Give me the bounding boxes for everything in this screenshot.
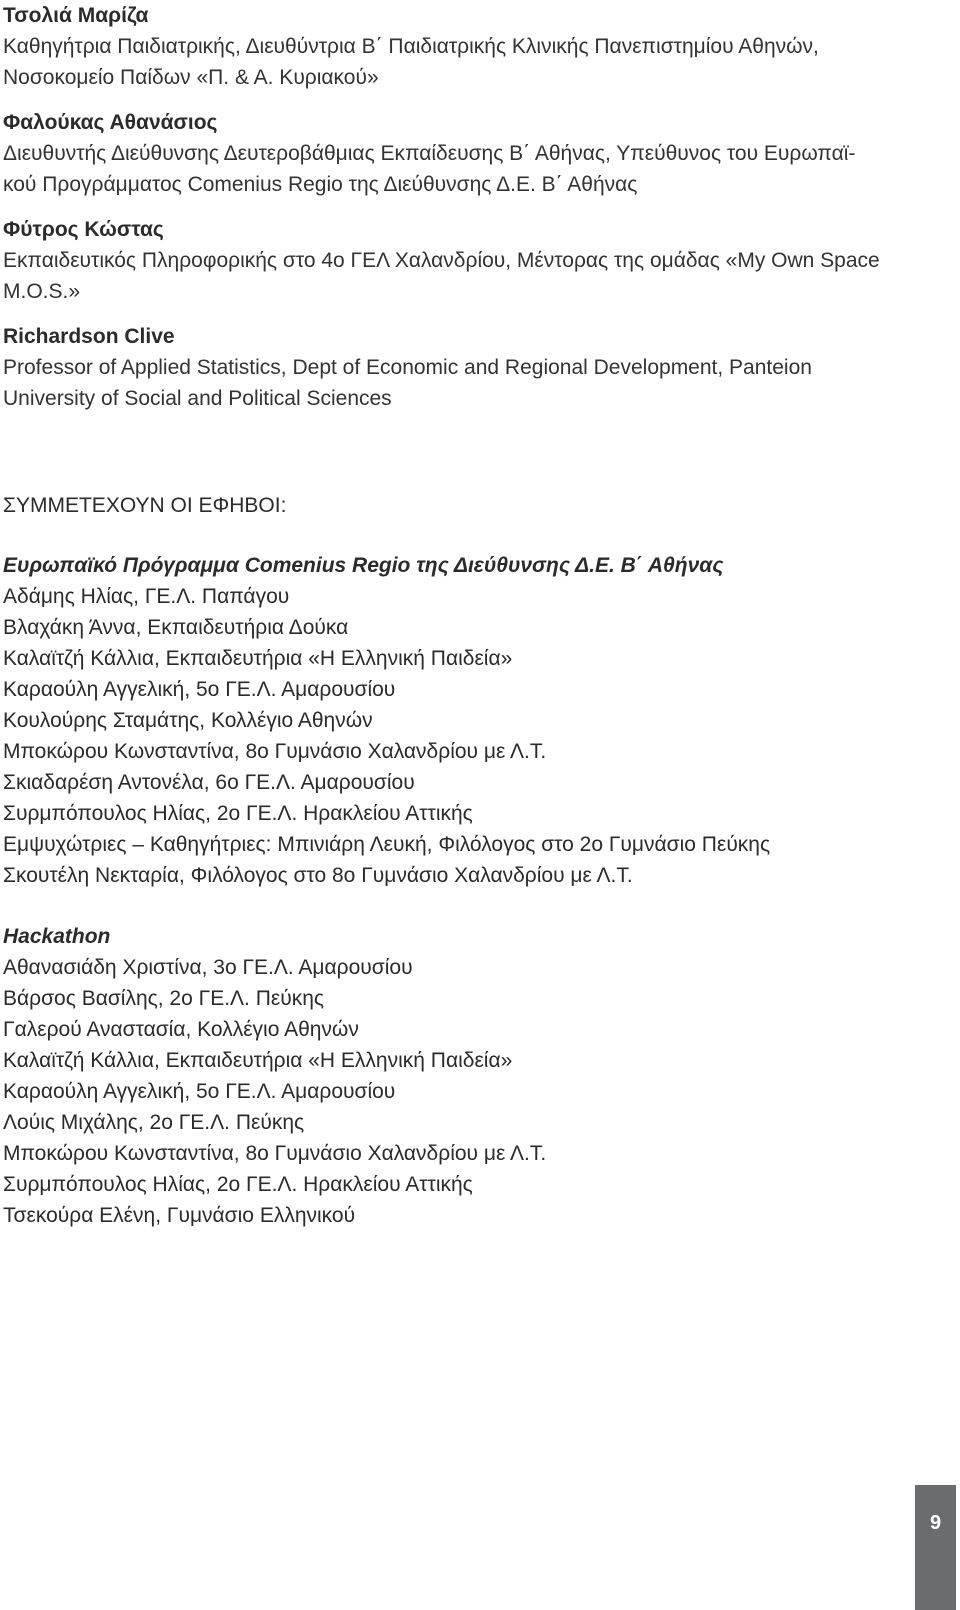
- participant-group: [3, 921, 918, 1231]
- person-description-line: Εκπαιδευτικός Πληροφορικής στο 4ο ΓΕΛ Χαλανδρίου, Μέντορας της ομάδας «My Own Space: [3, 249, 880, 272]
- list-item: Καλαϊτζή Κάλλια, Εκπαιδευτήρια «Η Ελληνική Παιδεία»: [3, 1049, 513, 1072]
- list-item: Βλαχάκη Άννα, Εκπαιδευτήρια Δούκα: [3, 616, 349, 639]
- person-name: Φαλούκας Αθανάσιος: [3, 111, 218, 134]
- person-entry: [3, 107, 918, 200]
- list-item: Μποκώρου Κωνσταντίνα, 8ο Γυμνάσιο Χαλανδρίου με Λ.Τ.: [3, 1142, 547, 1165]
- list-item: Μποκώρου Κωνσταντίνα, 8ο Γυμνάσιο Χαλανδρίου με Λ.Τ.: [3, 740, 547, 763]
- list-item: Καλαϊτζή Κάλλια, Εκπαιδευτήρια «Η Ελληνική Παιδεία»: [3, 647, 513, 670]
- list-item: Σκουτέλη Νεκταρία, Φιλόλογος στο 8ο Γυμνάσιο Χαλανδρίου με Λ.Τ.: [3, 864, 633, 887]
- list-item: Αδάμης Ηλίας, ΓΕ.Λ. Παπάγου: [3, 585, 290, 608]
- list-item: Εμψυχώτριες – Καθηγήτριες: Μπινιάρη Λευκή, Φιλόλογος στο 2ο Γυμνάσιο Πεύκης: [3, 833, 771, 856]
- list-item: Συρμπόπουλος Ηλίας, 2ο ΓΕ.Λ. Ηρακλείου Αττικής: [3, 1173, 473, 1196]
- person-description-line: Διευθυντής Διεύθυνσης Δευτεροβάθμιας Εκπαίδευσης Β΄ Αθήνας, Υπεύθυνος του Ευρωπαϊ-: [3, 142, 856, 165]
- list-item: Γαλερού Αναστασία, Κολλέγιο Αθηνών: [3, 1018, 359, 1041]
- list-item: Κουλούρης Σταμάτης, Κολλέγιο Αθηνών: [3, 709, 373, 732]
- person-description-line: Νοσοκομείο Παίδων «Π. & Α. Κυριακού»: [3, 66, 379, 89]
- list-item: Συρμπόπουλος Ηλίας, 2ο ΓΕ.Λ. Ηρακλείου Αττικής: [3, 802, 473, 825]
- person-entry: [3, 214, 918, 307]
- person-description-line: M.O.S.»: [3, 280, 81, 303]
- group-title: Hackathon: [3, 925, 111, 948]
- document-page: [3, 0, 918, 1231]
- person-name: Τσολιά Μαρίζα: [3, 4, 149, 27]
- page-number: 9: [929, 1512, 942, 1534]
- person-description-line: Καθηγήτρια Παιδιατρικής, Διευθύντρια Β΄ Παιδιατρικής Κλινικής Πανεπιστημίου Αθηνών,: [3, 35, 819, 58]
- list-item: Καραούλη Αγγελική, 5ο ΓΕ.Λ. Αμαρουσίου: [3, 678, 396, 701]
- list-item: Βάρσος Βασίλης, 2ο ΓΕ.Λ. Πεύκης: [3, 987, 325, 1010]
- person-name: Φύτρος Κώστας: [3, 218, 164, 241]
- section-spacer: [3, 428, 918, 490]
- list-item: Καραούλη Αγγελική, 5ο ΓΕ.Λ. Αμαρουσίου: [3, 1080, 396, 1103]
- list-item: Αθανασιάδη Χριστίνα, 3ο ΓΕ.Λ. Αμαρουσίου: [3, 956, 413, 979]
- page-number-tab: [915, 1485, 956, 1610]
- person-entry: [3, 0, 918, 93]
- list-item: Σκιαδαρέση Αντονέλα, 6ο ΓΕ.Λ. Αμαρουσίου: [3, 771, 415, 794]
- participant-group: [3, 550, 918, 891]
- group-title: Ευρωπαϊκό Πρόγραμμα Comenius Regio της Διεύθυνσης Δ.Ε. Β΄ Αθήνας: [3, 554, 724, 577]
- person-name: Richardson Clive: [3, 325, 175, 348]
- group-spacer: [3, 891, 918, 921]
- list-item: Λούις Μιχάλης, 2ο ΓΕ.Λ. Πεύκης: [3, 1111, 305, 1134]
- person-entry: [3, 321, 918, 414]
- person-description-line: University of Social and Political Sciences: [3, 387, 392, 410]
- person-description-line: κού Προγράμματος Comenius Regio της Διεύθυνσης Δ.Ε. Β΄ Αθήνας: [3, 173, 638, 196]
- person-description-line: Professor of Applied Statistics, Dept of Economic and Regional Development, Panteion: [3, 356, 812, 379]
- list-item: Τσεκούρα Ελένη, Γυμνάσιο Ελληνικού: [3, 1204, 356, 1227]
- participants-heading: ΣΥΜΜΕΤΕΧΟΥΝ ΟΙ ΕΦΗΒΟΙ:: [3, 494, 287, 517]
